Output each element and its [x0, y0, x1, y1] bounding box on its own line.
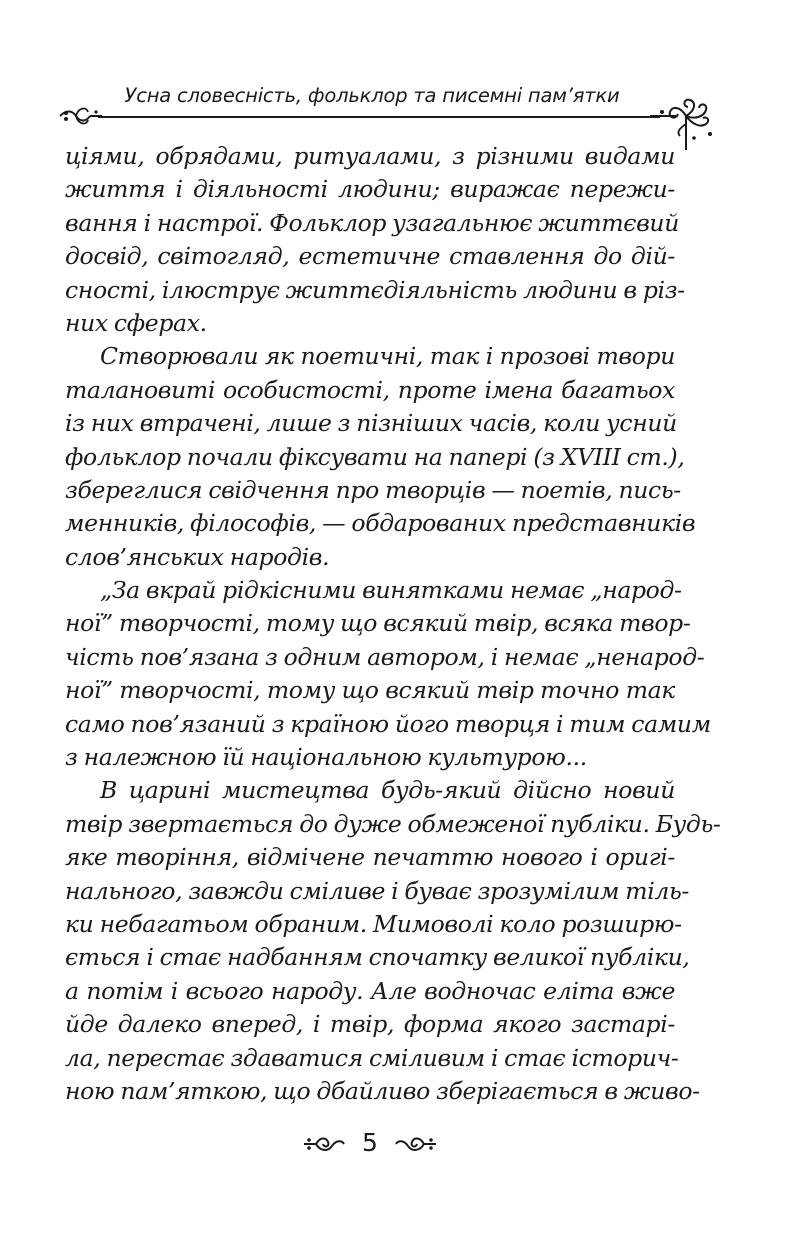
- text-line: ціями, обрядами, ритуалами, з різними видами: [65, 142, 675, 170]
- page-footer: [300, 1126, 440, 1160]
- text-line: „За вкрай рідкісними винятками немає „народ-: [100, 576, 682, 605]
- main-text: [65, 140, 721, 1108]
- text-line: збереглися свідчення про творців — поетів, пись-: [65, 475, 681, 504]
- text-line: ної” творчості, тому що всякий твір, всяка твор-: [65, 609, 691, 638]
- text-line: йде далеко вперед, і твір, форма якого застарі-: [65, 1010, 675, 1039]
- text-line: чість пов’язана з одним автором, і немає „ненарод-: [65, 642, 705, 671]
- text-line: з належною їй національною культурою...: [65, 743, 587, 772]
- page-number: 5: [362, 1128, 378, 1157]
- text-line: досвід, світогляд, естетичне ставлення до дій-: [65, 242, 675, 271]
- text-line: твір звертається до дуже обмеженої публіки. Будь-: [65, 809, 721, 838]
- text-line: слов’янських народів.: [65, 542, 330, 571]
- text-line: само пов’язаний з країною його творця і тим самим: [65, 709, 711, 738]
- floral-flourish-icon: [302, 1134, 346, 1154]
- text-line: Створювали як поетичні, так і прозові твори: [100, 342, 675, 371]
- header-rule: [98, 116, 660, 118]
- text-line: а потім і всього народу. Але водночас еліта вже: [65, 976, 675, 1005]
- text-line: ною пам’яткою, що дбайливо зберігається в живо-: [65, 1076, 700, 1105]
- running-title: Усна словесність, фольклор та писемні пам’ятки: [124, 84, 620, 107]
- text-line: яке творіння, відмічене печаттю нового і оригі-: [65, 843, 675, 872]
- text-line: ється і стає надбанням спочатку великої публіки,: [65, 943, 690, 972]
- text-line: фольклор почали фіксувати на папері (з XVIII ст.),: [65, 442, 685, 471]
- text-line: талановиті особистості, проте імена багатьох: [65, 375, 675, 404]
- text-line: сності, ілюструє життєдіяльність людини в різ-: [65, 275, 685, 304]
- text-line: ла, перестає здаватися сміливим і стає історич-: [65, 1043, 679, 1072]
- floral-flourish-icon: [394, 1134, 438, 1154]
- text-line: вання і настрої. Фольклор узагальнює життєвий: [65, 208, 679, 237]
- text-line: них сферах.: [65, 308, 207, 337]
- text-line: менників, філософів, — обдарованих представників: [65, 509, 696, 538]
- text-line: ки небагатьом обраним. Мимоволі коло розширю-: [65, 909, 682, 938]
- text-line: життя і діяльності людини; виражає пережи-: [65, 175, 675, 204]
- text-line: ної” творчості, тому що всякий твір точно так: [65, 676, 675, 705]
- text-line: із них втрачені, лише з пізніших часів, коли усний: [65, 409, 677, 438]
- text-line: нального, завжди сміливе і буває зрозумілим тіль-: [65, 876, 690, 905]
- text-line: В царині мистецтва будь-який дійсно новий: [100, 776, 675, 805]
